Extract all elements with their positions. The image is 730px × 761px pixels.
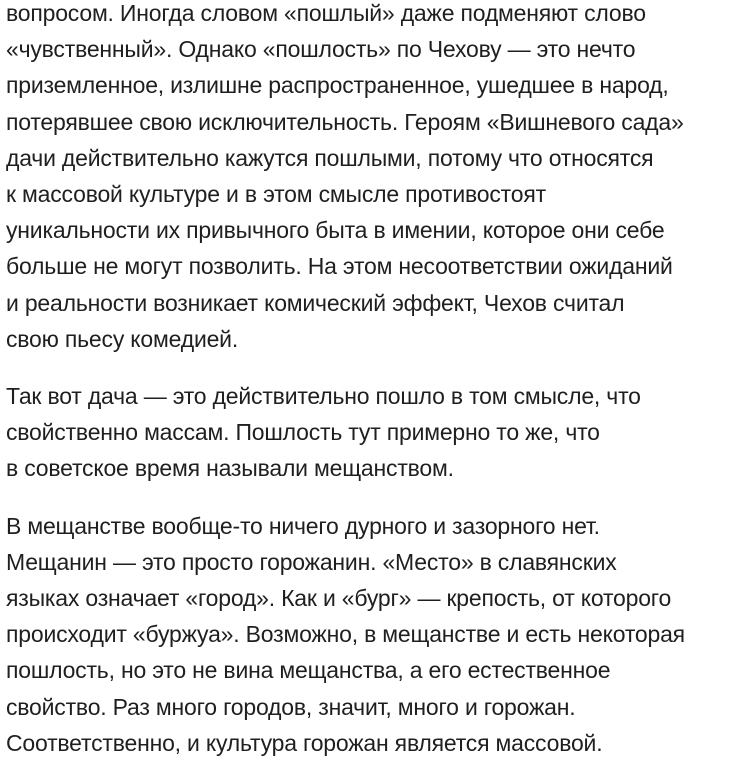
- article-body: [6, 0, 730, 761]
- text-line: вопросом. Иногда словом «пошлый» даже подменяют слово: [6, 0, 646, 26]
- paragraph-3: [6, 508, 730, 761]
- text-line: свойственно массам. Пошлость тут примерно то же, что: [6, 419, 600, 446]
- text-line: языках означает «город». Как и «бург» — крепость, от которого: [6, 585, 672, 612]
- text-line: свою пьесу комедией.: [6, 325, 239, 352]
- text-line: уникальности их привычного быта в имении, которое они себе: [6, 217, 665, 244]
- text-line: Соответственно, и культура горожан является массовой.: [6, 729, 603, 756]
- text-line: происходит «буржуа». Возможно, в мещанстве и есть некоторая: [6, 621, 685, 648]
- text-line: в советское время называли мещанством.: [6, 455, 454, 482]
- paragraph-2: [6, 378, 730, 487]
- text-line: потерявшее свою исключительность. Героям «Вишневого сада»: [6, 108, 684, 135]
- text-line: свойство. Раз много городов, значит, много и горожан.: [6, 693, 576, 720]
- text-line: приземленное, излишне распространенное, ушедшее в народ,: [6, 72, 669, 99]
- text-line: Мещанин — это просто горожанин. «Место» в славянских: [6, 548, 617, 575]
- text-line: к массовой культуре и в этом смысле противостоят: [6, 181, 546, 208]
- text-line: дачи действительно кажутся пошлыми, потому что относятся: [6, 144, 654, 171]
- text-line: «чувственный». Однако «пошлость» по Чехову — это нечто: [6, 36, 636, 63]
- text-line: Так вот дача — это действительно пошло в том смысле, что: [6, 383, 641, 410]
- text-line: больше не могут позволить. На этом несоответствии ожиданий: [6, 253, 673, 280]
- text-line: и реальности возникает комический эффект, Чехов считал: [6, 289, 625, 316]
- text-line: пошлость, но это не вина мещанства, а его естественное: [6, 657, 611, 684]
- paragraph-1: [6, 0, 730, 357]
- text-line: В мещанстве вообще-то ничего дурного и зазорного нет.: [6, 512, 600, 539]
